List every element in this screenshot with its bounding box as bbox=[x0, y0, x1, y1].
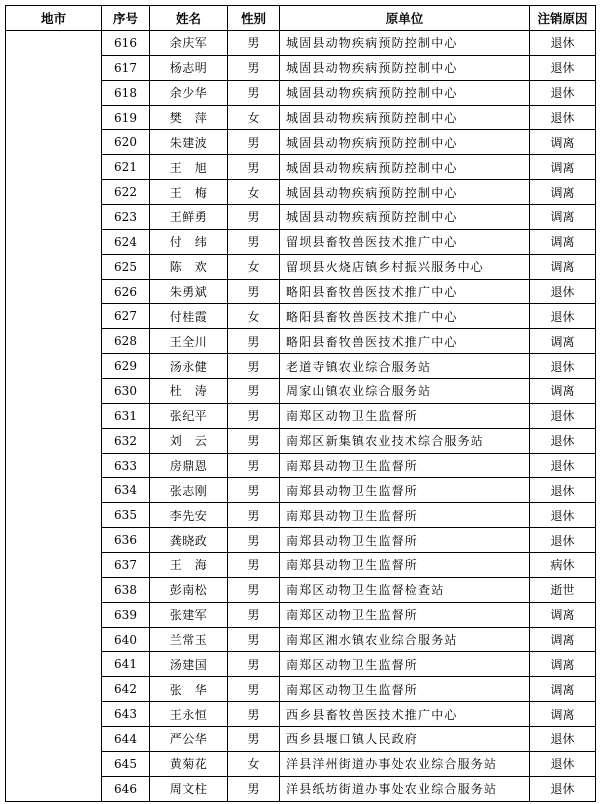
gender-cell: 男 bbox=[228, 329, 280, 354]
reason-cell: 退休 bbox=[530, 478, 596, 503]
name-cell: 杜 涛 bbox=[150, 379, 228, 404]
reason-cell: 退休 bbox=[530, 503, 596, 528]
gender-cell: 男 bbox=[228, 577, 280, 602]
unit-cell: 城固县动物疾病预防控制中心 bbox=[280, 180, 530, 205]
unit-cell: 南郑区动物卫生监督所 bbox=[280, 403, 530, 428]
seq-cell: 624 bbox=[102, 229, 150, 254]
seq-cell: 641 bbox=[102, 652, 150, 677]
seq-cell: 629 bbox=[102, 354, 150, 379]
name-cell: 朱建波 bbox=[150, 130, 228, 155]
gender-cell: 女 bbox=[228, 751, 280, 776]
unit-cell: 城固县动物疾病预防控制中心 bbox=[280, 105, 530, 130]
seq-cell: 631 bbox=[102, 403, 150, 428]
reason-cell: 退休 bbox=[530, 31, 596, 56]
reason-cell: 退休 bbox=[530, 354, 596, 379]
unit-cell: 南郑区动物卫生监督所 bbox=[280, 677, 530, 702]
name-cell: 房鼎恩 bbox=[150, 453, 228, 478]
seq-cell: 635 bbox=[102, 503, 150, 528]
unit-cell: 城固县动物疾病预防控制中心 bbox=[280, 31, 530, 56]
seq-cell: 633 bbox=[102, 453, 150, 478]
name-cell: 汤永健 bbox=[150, 354, 228, 379]
gender-cell: 女 bbox=[228, 304, 280, 329]
gender-cell: 男 bbox=[228, 702, 280, 727]
name-cell: 陈 欢 bbox=[150, 254, 228, 279]
gender-cell: 男 bbox=[228, 80, 280, 105]
seq-cell: 644 bbox=[102, 727, 150, 752]
gender-cell: 女 bbox=[228, 180, 280, 205]
name-cell: 龚晓政 bbox=[150, 528, 228, 553]
gender-cell: 男 bbox=[228, 503, 280, 528]
unit-cell: 老道寺镇农业综合服务站 bbox=[280, 354, 530, 379]
gender-cell: 男 bbox=[228, 627, 280, 652]
seq-cell: 618 bbox=[102, 80, 150, 105]
seq-cell: 637 bbox=[102, 553, 150, 578]
reason-cell: 调离 bbox=[530, 379, 596, 404]
name-cell: 张纪平 bbox=[150, 403, 228, 428]
gender-cell: 男 bbox=[228, 155, 280, 180]
gender-cell: 男 bbox=[228, 428, 280, 453]
unit-cell: 城固县动物疾病预防控制中心 bbox=[280, 55, 530, 80]
reason-cell: 退休 bbox=[530, 304, 596, 329]
name-cell: 李先安 bbox=[150, 503, 228, 528]
reason-cell: 调离 bbox=[530, 155, 596, 180]
reason-cell: 逝世 bbox=[530, 577, 596, 602]
reason-cell: 调离 bbox=[530, 627, 596, 652]
unit-cell: 南郑区动物卫生监督检查站 bbox=[280, 577, 530, 602]
seq-cell: 620 bbox=[102, 130, 150, 155]
name-cell: 张建军 bbox=[150, 602, 228, 627]
name-cell: 朱勇斌 bbox=[150, 279, 228, 304]
unit-cell: 洋县纸坊街道办事处农业综合服务站 bbox=[280, 776, 530, 801]
unit-cell: 南郑县动物卫生监督所 bbox=[280, 553, 530, 578]
gender-cell: 男 bbox=[228, 652, 280, 677]
seq-cell: 642 bbox=[102, 677, 150, 702]
header-unit: 原单位 bbox=[280, 6, 530, 31]
gender-cell: 男 bbox=[228, 229, 280, 254]
name-cell: 王全川 bbox=[150, 329, 228, 354]
header-name: 姓名 bbox=[150, 6, 228, 31]
unit-cell: 西乡县堰口镇人民政府 bbox=[280, 727, 530, 752]
table-row bbox=[6, 31, 596, 56]
name-cell: 付桂霞 bbox=[150, 304, 228, 329]
seq-cell: 645 bbox=[102, 751, 150, 776]
header-region: 地市 bbox=[6, 6, 102, 31]
name-cell: 王 海 bbox=[150, 553, 228, 578]
reason-cell: 病休 bbox=[530, 553, 596, 578]
name-cell: 黄菊花 bbox=[150, 751, 228, 776]
seq-cell: 634 bbox=[102, 478, 150, 503]
name-cell: 张 华 bbox=[150, 677, 228, 702]
seq-cell: 643 bbox=[102, 702, 150, 727]
seq-cell: 638 bbox=[102, 577, 150, 602]
seq-cell: 623 bbox=[102, 205, 150, 230]
header-reason: 注销原因 bbox=[530, 6, 596, 31]
unit-cell: 南郑区动物卫生监督所 bbox=[280, 602, 530, 627]
unit-cell: 略阳县畜牧兽医技术推广中心 bbox=[280, 304, 530, 329]
gender-cell: 男 bbox=[228, 453, 280, 478]
name-cell: 汤建国 bbox=[150, 652, 228, 677]
header-seq: 序号 bbox=[102, 6, 150, 31]
reason-cell: 调离 bbox=[530, 229, 596, 254]
header-gender: 性别 bbox=[228, 6, 280, 31]
seq-cell: 619 bbox=[102, 105, 150, 130]
gender-cell: 女 bbox=[228, 105, 280, 130]
reason-cell: 调离 bbox=[530, 130, 596, 155]
gender-cell: 男 bbox=[228, 55, 280, 80]
name-cell: 张志刚 bbox=[150, 478, 228, 503]
deregistration-table bbox=[5, 5, 596, 802]
seq-cell: 621 bbox=[102, 155, 150, 180]
gender-cell: 男 bbox=[228, 776, 280, 801]
name-cell: 付 纬 bbox=[150, 229, 228, 254]
reason-cell: 退休 bbox=[530, 105, 596, 130]
reason-cell: 调离 bbox=[530, 254, 596, 279]
reason-cell: 调离 bbox=[530, 602, 596, 627]
name-cell: 余少华 bbox=[150, 80, 228, 105]
unit-cell: 城固县动物疾病预防控制中心 bbox=[280, 80, 530, 105]
name-cell: 严公华 bbox=[150, 727, 228, 752]
seq-cell: 622 bbox=[102, 180, 150, 205]
seq-cell: 616 bbox=[102, 31, 150, 56]
gender-cell: 女 bbox=[228, 254, 280, 279]
gender-cell: 男 bbox=[228, 602, 280, 627]
gender-cell: 男 bbox=[228, 205, 280, 230]
name-cell: 王永恒 bbox=[150, 702, 228, 727]
reason-cell: 调离 bbox=[530, 205, 596, 230]
seq-cell: 632 bbox=[102, 428, 150, 453]
unit-cell: 南郑区湘水镇农业综合服务站 bbox=[280, 627, 530, 652]
gender-cell: 男 bbox=[228, 528, 280, 553]
name-cell: 余庆军 bbox=[150, 31, 228, 56]
seq-cell: 626 bbox=[102, 279, 150, 304]
unit-cell: 南郑县动物卫生监督所 bbox=[280, 528, 530, 553]
unit-cell: 南郑县动物卫生监督所 bbox=[280, 503, 530, 528]
unit-cell: 洋县洋州街道办事处农业综合服务站 bbox=[280, 751, 530, 776]
name-cell: 王 梅 bbox=[150, 180, 228, 205]
seq-cell: 639 bbox=[102, 602, 150, 627]
unit-cell: 城固县动物疾病预防控制中心 bbox=[280, 130, 530, 155]
name-cell: 彭南松 bbox=[150, 577, 228, 602]
reason-cell: 调离 bbox=[530, 180, 596, 205]
table-body bbox=[6, 31, 596, 802]
seq-cell: 646 bbox=[102, 776, 150, 801]
name-cell: 杨志明 bbox=[150, 55, 228, 80]
reason-cell: 调离 bbox=[530, 677, 596, 702]
reason-cell: 退休 bbox=[530, 403, 596, 428]
reason-cell: 退休 bbox=[530, 55, 596, 80]
gender-cell: 男 bbox=[228, 677, 280, 702]
seq-cell: 636 bbox=[102, 528, 150, 553]
reason-cell: 退休 bbox=[530, 528, 596, 553]
gender-cell: 男 bbox=[228, 478, 280, 503]
unit-cell: 略阳县畜牧兽医技术推广中心 bbox=[280, 279, 530, 304]
unit-cell: 南郑县动物卫生监督所 bbox=[280, 478, 530, 503]
reason-cell: 退休 bbox=[530, 453, 596, 478]
reason-cell: 调离 bbox=[530, 702, 596, 727]
unit-cell: 南郑区新集镇农业技术综合服务站 bbox=[280, 428, 530, 453]
unit-cell: 城固县动物疾病预防控制中心 bbox=[280, 155, 530, 180]
gender-cell: 男 bbox=[228, 379, 280, 404]
unit-cell: 留坝县火烧店镇乡村振兴服务中心 bbox=[280, 254, 530, 279]
gender-cell: 男 bbox=[228, 727, 280, 752]
reason-cell: 退休 bbox=[530, 279, 596, 304]
name-cell: 王鲜勇 bbox=[150, 205, 228, 230]
seq-cell: 627 bbox=[102, 304, 150, 329]
name-cell: 兰常玉 bbox=[150, 627, 228, 652]
name-cell: 王 旭 bbox=[150, 155, 228, 180]
gender-cell: 男 bbox=[228, 31, 280, 56]
reason-cell: 退休 bbox=[530, 428, 596, 453]
name-cell: 周文柱 bbox=[150, 776, 228, 801]
unit-cell: 南郑区动物卫生监督所 bbox=[280, 652, 530, 677]
reason-cell: 退休 bbox=[530, 80, 596, 105]
unit-cell: 略阳县畜牧兽医技术推广中心 bbox=[280, 329, 530, 354]
seq-cell: 630 bbox=[102, 379, 150, 404]
unit-cell: 城固县动物疾病预防控制中心 bbox=[280, 205, 530, 230]
seq-cell: 640 bbox=[102, 627, 150, 652]
unit-cell: 西乡县畜牧兽医技术推广中心 bbox=[280, 702, 530, 727]
gender-cell: 男 bbox=[228, 354, 280, 379]
gender-cell: 男 bbox=[228, 130, 280, 155]
table-header-row bbox=[6, 6, 596, 31]
reason-cell: 退休 bbox=[530, 727, 596, 752]
gender-cell: 男 bbox=[228, 279, 280, 304]
unit-cell: 留坝县畜牧兽医技术推广中心 bbox=[280, 229, 530, 254]
unit-cell: 周家山镇农业综合服务站 bbox=[280, 379, 530, 404]
reason-cell: 调离 bbox=[530, 652, 596, 677]
region-cell bbox=[6, 31, 102, 802]
seq-cell: 617 bbox=[102, 55, 150, 80]
reason-cell: 退休 bbox=[530, 776, 596, 801]
seq-cell: 625 bbox=[102, 254, 150, 279]
reason-cell: 退休 bbox=[530, 751, 596, 776]
name-cell: 刘 云 bbox=[150, 428, 228, 453]
gender-cell: 男 bbox=[228, 403, 280, 428]
reason-cell: 调离 bbox=[530, 329, 596, 354]
gender-cell: 男 bbox=[228, 553, 280, 578]
seq-cell: 628 bbox=[102, 329, 150, 354]
name-cell: 樊 萍 bbox=[150, 105, 228, 130]
unit-cell: 南郑县动物卫生监督所 bbox=[280, 453, 530, 478]
